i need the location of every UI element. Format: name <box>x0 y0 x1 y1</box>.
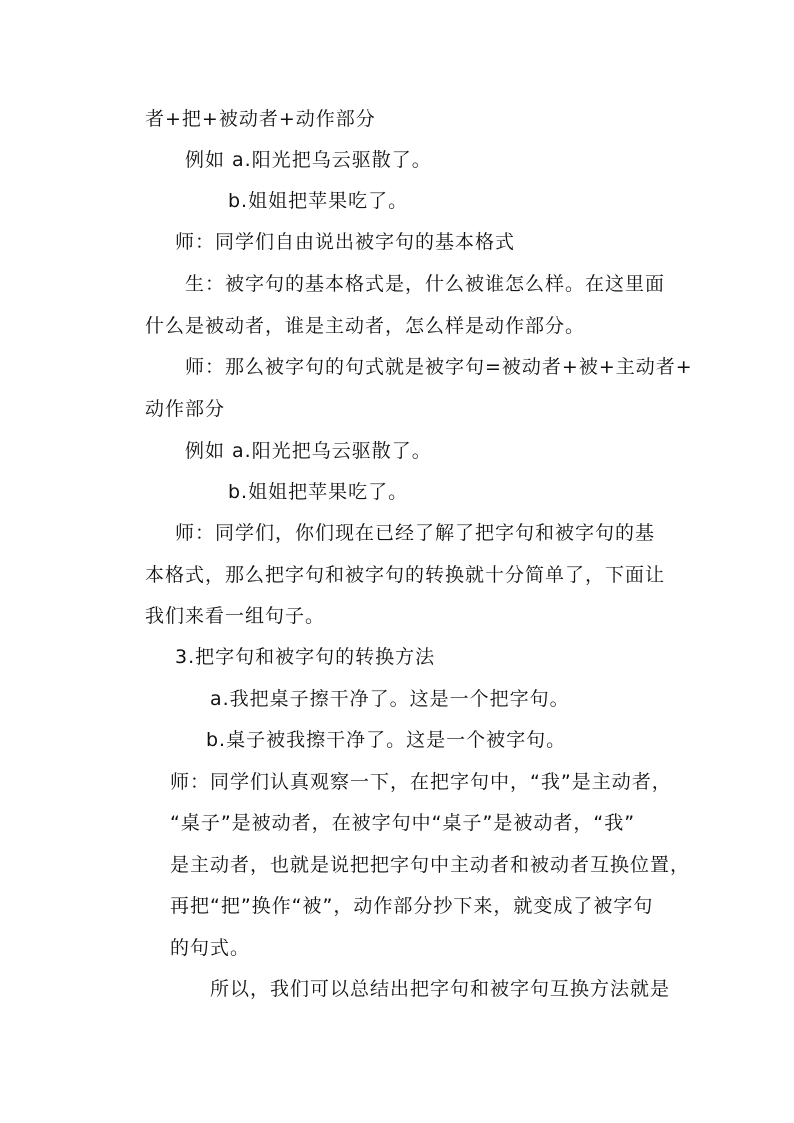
text-line: 再把“把”换作“被”，动作部分抄下来，就变成了被字句 <box>170 895 654 917</box>
text-line: 是主动者，也就是说把把字句中主动者和被动者互换位置， <box>170 854 691 876</box>
text-line: 例如 a.阳光把乌云驱散了。 <box>185 149 432 171</box>
text-line: 所以，我们可以总结出把字句和被字句互换方法就是 <box>210 978 671 1000</box>
text-line: 的句式。 <box>170 937 251 959</box>
text-line: b.姐姐把苹果吃了。 <box>228 481 409 503</box>
text-line: 本格式，那么把字句和被字句的转换就十分简单了，下面让 <box>145 564 666 586</box>
text-line: b.姐姐把苹果吃了。 <box>228 190 409 212</box>
text-line: 生：被字句的基本格式是，什么被谁怎么样。在这里面 <box>185 273 666 295</box>
section-heading: 3.把字句和被字句的转换方法 <box>175 646 436 668</box>
text-line: 师：同学们自由说出被字句的基本格式 <box>175 231 516 253</box>
text-line: 师：同学们认真观察一下，在把字句中，“我”是主动者， <box>170 771 672 793</box>
text-line: 师：同学们，你们现在已经了解了把字句和被字句的基 <box>175 522 656 544</box>
text-line: 例如 a.阳光把乌云驱散了。 <box>185 440 432 462</box>
text-line: 我们来看一组句子。 <box>145 605 326 627</box>
text-line: “桌子”是被动者，在被字句中“桌子”是被动者，“我” <box>170 812 636 834</box>
text-line: 师：那么被字句的句式就是被字句=被动者+被+主动者+ <box>185 356 693 378</box>
text-line: 什么是被动者，谁是主动者，怎么样是动作部分。 <box>145 315 586 337</box>
text-line: 者+把+被动者+动作部分 <box>145 108 376 130</box>
text-line: b.桌子被我擦干净了。这是一个被字句。 <box>206 729 567 751</box>
text-line: 动作部分 <box>145 398 226 420</box>
text-line: a.我把桌子擦干净了。这是一个把字句。 <box>210 688 570 710</box>
